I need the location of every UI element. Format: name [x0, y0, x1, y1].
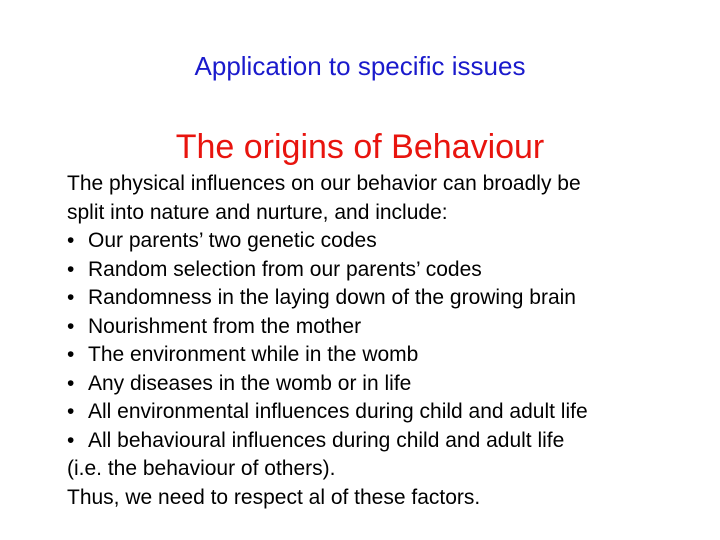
bullet-icon: •	[67, 400, 75, 423]
bullet-icon: •	[67, 314, 75, 338]
header-title: Application to specific issues	[194, 51, 526, 81]
bullet-icon: •	[67, 343, 75, 366]
intro-line: The physical influences on our behavior can broadly be	[67, 172, 581, 195]
bullet-text: Our parents’ two genetic codes	[88, 229, 377, 252]
bullet-text: Randomness in the laying down of the growing brain	[88, 286, 576, 309]
bullet-item	[67, 227, 707, 256]
bullet-text: Nourishment from the mother	[88, 314, 362, 338]
bullet-item	[67, 256, 707, 285]
bullet-text: The environment while in the womb	[88, 343, 419, 366]
bullet-text: Random selection from our parents’ codes	[88, 257, 482, 281]
bullet-text: All environmental influences during child and adult life	[88, 400, 588, 423]
bullet-item	[67, 313, 707, 342]
bullet-item	[67, 398, 707, 427]
bullet-text: Any diseases in the womb or in life	[88, 371, 412, 395]
bullet-icon: •	[67, 286, 75, 309]
bullet-item	[67, 427, 707, 456]
intro-line: split into nature and nurture, and include:	[67, 200, 448, 224]
bullet-item	[67, 284, 707, 313]
closing-line: Thus, we need to respect al of these factors.	[67, 485, 481, 509]
body-text	[67, 170, 707, 512]
bullet-item	[67, 370, 707, 399]
bullet-icon: •	[67, 257, 75, 281]
bullet-text: All behavioural influences during child and adult life	[88, 428, 565, 452]
main-title: The origins of Behaviour	[175, 128, 545, 166]
bullet-icon: •	[67, 229, 75, 252]
closing-line: (i.e. the behaviour of others).	[67, 457, 336, 480]
bullet-item	[67, 341, 707, 370]
bullet-icon: •	[67, 371, 75, 395]
bullet-icon: •	[67, 428, 75, 452]
